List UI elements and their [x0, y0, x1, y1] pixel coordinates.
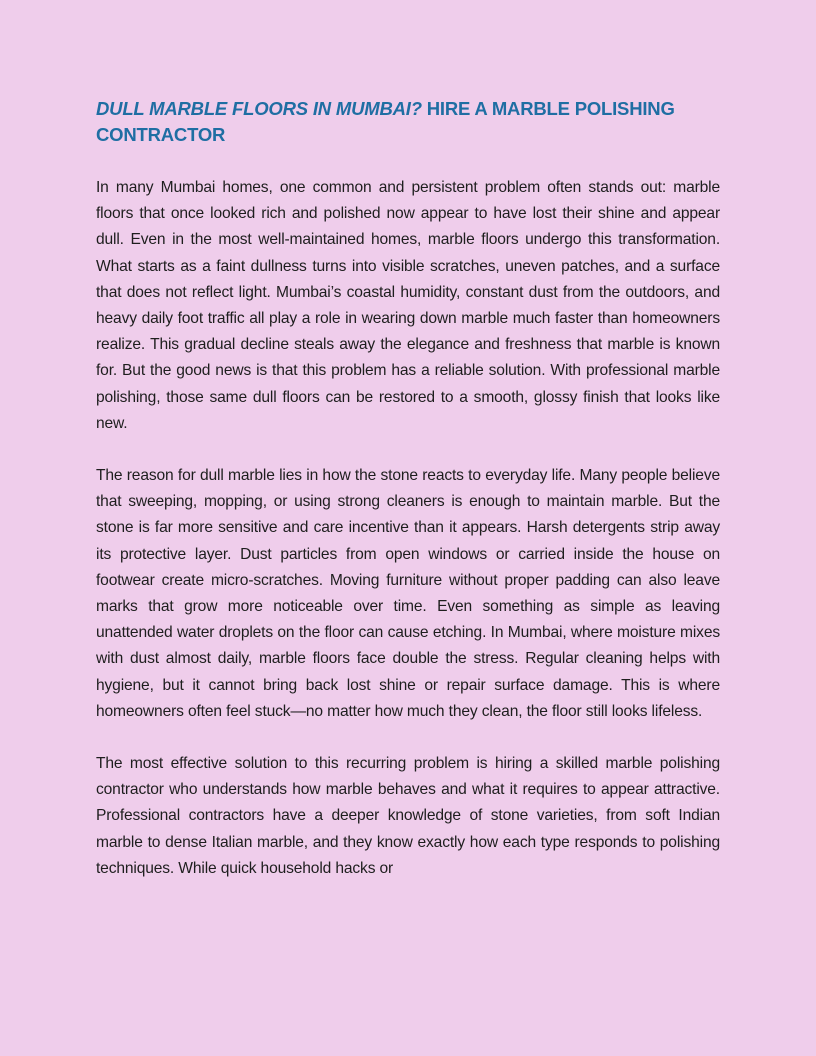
title-rest: HIRE A MARBLE POLISHING CONTRACTOR — [96, 98, 675, 145]
page-title — [96, 96, 720, 148]
title-question: DULL MARBLE FLOORS IN MUMBAI? — [96, 98, 422, 119]
paragraph-intro: In many Mumbai homes, one common and persistent problem often stands out: marble floors that once looked rich and polished now appear to have lost their shine and appear dull. Even in the most well-maintained homes, marble floors undergo this transformation. What starts as a faint dullness turns into visible scratches, uneven patches, and a surface that does not reflect light. Mumbai’s coastal humidity, constant dust from the outdoors, and heavy daily foot traffic all play a role in wearing down marble much faster than homeowners realize. This gradual decline steals away the elegance and freshness that marble is known for. But the good news is that this problem has a reliable solution. With professional marble polishing, those same dull floors can be restored to a smooth, glossy finish that looks like new. — [96, 179, 720, 432]
paragraph-causes: The reason for dull marble lies in how the stone reacts to everyday life. Many people believe that sweeping, mopping, or using strong cleaners is enough to maintain marble. But the stone is far more sensitive and care incentive than it appears. Harsh detergents strip away its protective layer. Dust particles from open windows or carried inside the house on footwear create micro-scratches. Moving furniture without proper padding can also leave marks that grow more noticeable over time. Even something as simple as leaving unattended water droplets on the floor can cause etching. In Mumbai, where moisture mixes with dust almost daily, marble floors face double the stress. Regular cleaning helps with hygiene, but it cannot bring back lost shine or repair surface damage. This is where homeowners often feel stuck—no matter how much they clean, the floor still looks lifeless. — [96, 467, 720, 720]
document-page — [96, 96, 720, 882]
paragraph-solution: The most effective solution to this recurring problem is hiring a skilled marble polishing contractor who understands how marble behaves and what it requires to appear attractive. Professional contractors have a deeper knowledge of stone varieties, from soft Indian marble to dense Italian marble, and they know exactly how each type responds to polishing techniques. While quick household hacks or — [96, 755, 720, 877]
